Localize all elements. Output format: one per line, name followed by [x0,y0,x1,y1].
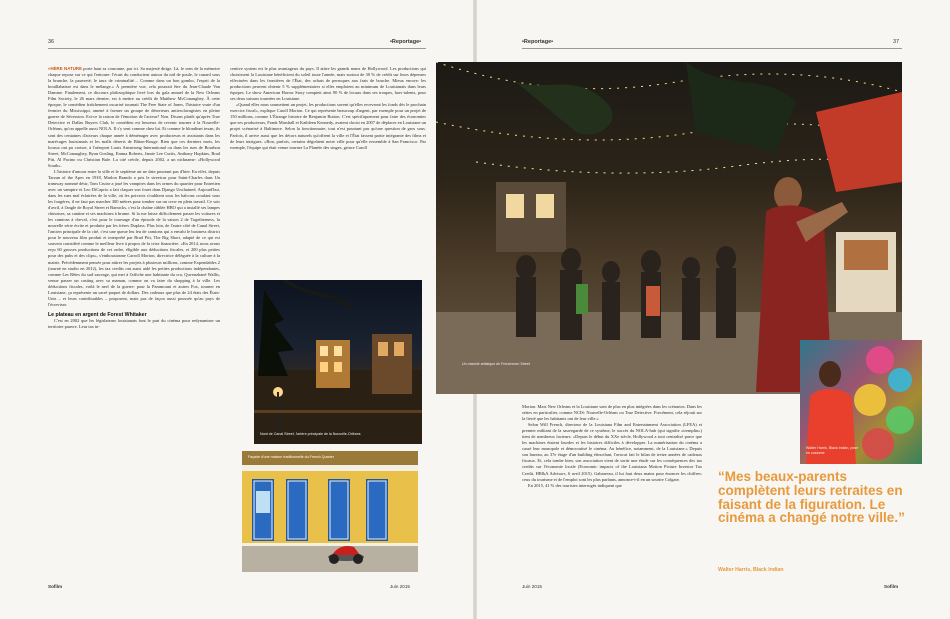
article-col3-p2: Selon Will French, directeur de la Louisiana Film and Entertainment Association (LFEA) et premier militant de la sauvegarde de ce système, le succès du NOLA-hub (qui signifie «tremplin») tient de nombreux facteurs: «Depuis le début du XXe siècle, Hollywood a tout centralisé parce que les machines étaient lourdes et les histoires difficiles à développer. La numérisation du cinéma a cassé leur monopole et démocratisé le cinéma. Au bénéfice, notamment, de la Louisiane.» Depuis son bureau, au 37e étage d'un building étincelant, l'avocat fait le bilan de treize années de cadeaux fiscaux. Et, cela tombe bien, son association vient de sortir une étude sur les conséquences des tax credits sur l'économie locale (Economic impacts of the Louisiana Motion Picture Investor Tax Credit, HR&A Advisors, 6 avril 2015). Gabarreau, il lui faut deux mains pour énoncer les chiffres: ceux du tourisme et de l'emploi sont les plus parlants, annonce-t-il en un sourire Colgate. [522,422,702,482]
article-col3-p1: Morton. Mais New Orleans et la Louisiane sont de plus en plus intégrées dans les scénarios. Dans les séries en particulier, comme NCIS: Nouvelle-Orléans ou True Detective. Forcément, cela réjouit sur la fierté que les habitants ont de leur ville.» [522,404,702,422]
right-page-number: 37 [893,39,900,45]
article-subhead: Le plateau en argent de Forest Whitaker [48,311,147,318]
article-col2-p1: centive system est le plus avantageux du pays. Il attire les grands noms de Hollywood. Les productions qui choisissent la Louisiane bénéficient du soleil toute l'année, mais surtout de 30 % de crédit sur leurs dépenses effectuées dans les frontières de l'État, des achats de perruques aux frais de bouche. Mieux encore: les productions peuvent obtenir 5 % supplémentaires si elles emploient au minimum de Louisianais dans leurs équipes. Le show American Horror Story compteit ainsi 90 % de locaux dans ses troupes, hors-talents, pour ses deux saisons tournées en Louisiane. [230,66,426,102]
right-footer-brand: Sofilm [884,584,899,589]
pull-quote: “Mes beaux-parents complètent leurs retraites en faisant de la figuration. Le cinéma a changé notre ville.” [718,469,905,526]
article-col1-p3: C'est en 2002 que les législateurs louisianais font le pari du cinéma pour redynamiser un territoire pauvre. Leur tax in- [48,317,220,329]
right-header-rule [522,48,902,49]
article-col1-p1: porte haut sa couronne, par ici. Sa majesté dirige. Là, le sens de la mémoire chaque repose sur ce qui l'entoure: l'écart du conducteur autour du nid de poule, le canard sous la branche, la pauvreté, le taux de criminalité… Comme dans un bon gombo, l'esprit de la bouillabaisse est dans le mélange.» À première vue, cela pourrait être du Jean-Claude Van Damme. Finalement, ce discours philosophique livré lors du gala annuel de la New Orleans Film Society, le 26 mars dernier, est à mettre au crédit de Matthew McConaughey. À cette époque, le comédien fraîchement oscarisé tournait The Free State of Jones, l'histoire vraie d'un fermier du Mississippi, amené à former un groupe de déserteurs antiesclavagistes en pleine guerre de Sécession. Est-ce la raison de l'émotion de l'acteur? Non. Disons plutôt qu'après True Detective et Dallas Buyers Club, le comédien est heureux de revenir tourner à la Nouvelle-Orléans, qu'on appelle aussi NOLA. Il s'y sent comme chez lui. Et comme le blondinet texan, ils sont des centaines d'acteurs chaque année à déménager avec producteurs et assistants dans les marécages louisianais et les malls déserts de Bâton-Rouge. Rien que ces derniers mois, les locaux ont pu croiser, à l'aéroport Louis Armstrong International ou dans les rues de Bourbon Street, McConaughey, Ryan Gosling, Emma Roberts, Jamie Lee Curtis, Anthony Hopkins, Brad Pitt, Al Pacino ou Christian Bale. La cité créole, depuis 2002, a un nickname: «Hollywood South». [48,66,220,168]
article-lead-in: «HÈRE NATURE [48,66,83,71]
article-column-1 [48,66,220,572]
article-col1-p2: L'histoire d'amour entre la ville et le septième art ne date pourtant pas d'hier. En effet, depuis Tarzan of the Apes en 1918, Marlon Brando a pris le streetcar pour Saint-Charles dans Un tramway nommé désir, Tom Cruise a joué les vampires dans les ormes du quartier pour Entretien avec un vampire et Leo DiCaprio a fait claquer son fouet dans Django Unchained. Aujourd'hui, dans les rues mal éclairées de la ville, où les poivrots s'oublient sous les balcons croulant sous les fougères, il ne faut pas marcher 300 mètres pour tomber sur un crew en plein travail. Ce soir d'avril, à l'angle de Royal Street et Barracks, c'est la chaîne câblée HBO qui a installé ses lampes chinoises, sa cantine et ses machines à brume. Si la rue laisse difficilement passer les voitures et les camions à cheval, c'est pour le tournage d'un épisode de la saison 2 de Togetherness, la nouvelle série écrite et produite par les frères Duplass. Plus loin, de l'autre côté de Canal Street, l'ancien principale de la cité, c'est une queue leu leu de camions qui a envahi le business district pour le nouveau film produit et interprété par Brad Pitt, The Big Short, adapté de ce qui est souvent considéré comme le meilleur livre à propos de la crise financière. «En 2014, nous avons reçu 60 grosses productions de cet ordre, éligible aux déductions fiscales, et 200 plus petites pour des pubs et des clips», s'enthousiasme Carroll Morton, directrice déléguée à la culture à la mairie. Précédemment pensée pour attirer les projets à plusieurs millions, comme Expendables 2 (tourné en studio en 2012), les tax credits ont aussi aidé les petites productions indépendantes, comme Les Bêtes du sud sauvage, qui met à l'affiche une habitante du cru, Quvenzhané Wallis, venue passer un casting avec sa maman, comme on va faire du shopping à la ville. Les déductions fiscales, voilà le nerf de la guerre: pour la Paramount et autres Fox, tourner en Louisiane, ça représente un sacré paquet de dollars. Des cadeaux que plus de 24 états des États-Unis – et leurs contribuables – proposent, mais pas de façon aussi poussée qu'au pays de l'écrevisse. [48,168,220,307]
article-column-3 [522,404,702,572]
left-page-number: 36 [48,39,55,45]
right-section-label: •Reportage• [522,39,554,45]
portrait-caption: Walter Harris, Black Indian, pose en costume [806,446,859,455]
market-caption: Un marché artistique de Frenchmen Street [462,362,530,366]
right-footer-date: Juin 2015 [522,584,542,589]
creole-house-caption: Façade d'une maison traditionnelle du French Quarter [248,455,334,459]
portrait-photo [800,340,922,464]
left-section-label: •Reportage• [390,39,422,45]
left-footer-date: Juin 2015 [390,584,410,589]
left-header-rule [48,48,426,49]
article-col2-p2: «Quand elles nous soumettent un projet, les productions savent qu'elles recevront les fonds dès le prochain exercice fiscal», explique Caroll Morton. Ce qui représente beaucoup d'argent, par exemple pour un projet de 150 millions, comme L'Étrange histoire de Benjamin Button. C'est spécifiquement pour faire des économies que ses producteurs, Frank Marshall et Kathleen Kennedy, avaient choisi en 2007 de déplacer en Louisiane un projet scénarisé à Baltimore. Selon la fonctionnaire, tout n'est pourtant pas qu'une question de gros sous. Parfois, il arrive aussi que les décors naturels qu'offrent la ville et l'État fassent partie intégrante des films et de leurs intrigues. «Bon, parfois, certains dégoûtent notre ville pour qu'elle ressemble à San Francisco. Par exemple, l'équipe qui était venue tourner La Planète des singes, grince Caroll [230,102,426,150]
night-street-caption: Nord de Canal Street, l'artère principale de la Nouvelle-Orléans [260,432,361,436]
creole-house-photo [242,451,418,572]
night-street-illustration [254,280,422,444]
creole-house-illustration [242,451,418,572]
article-col3-p3: En 2015, 41 % des touristes interrogés indiquent que [528,482,622,488]
night-street-photo [254,280,422,444]
left-footer-brand: Sofilm [48,584,63,589]
article-column-2 [230,66,426,271]
pull-quote-author: Walter Harris, Black Indian [718,567,784,573]
